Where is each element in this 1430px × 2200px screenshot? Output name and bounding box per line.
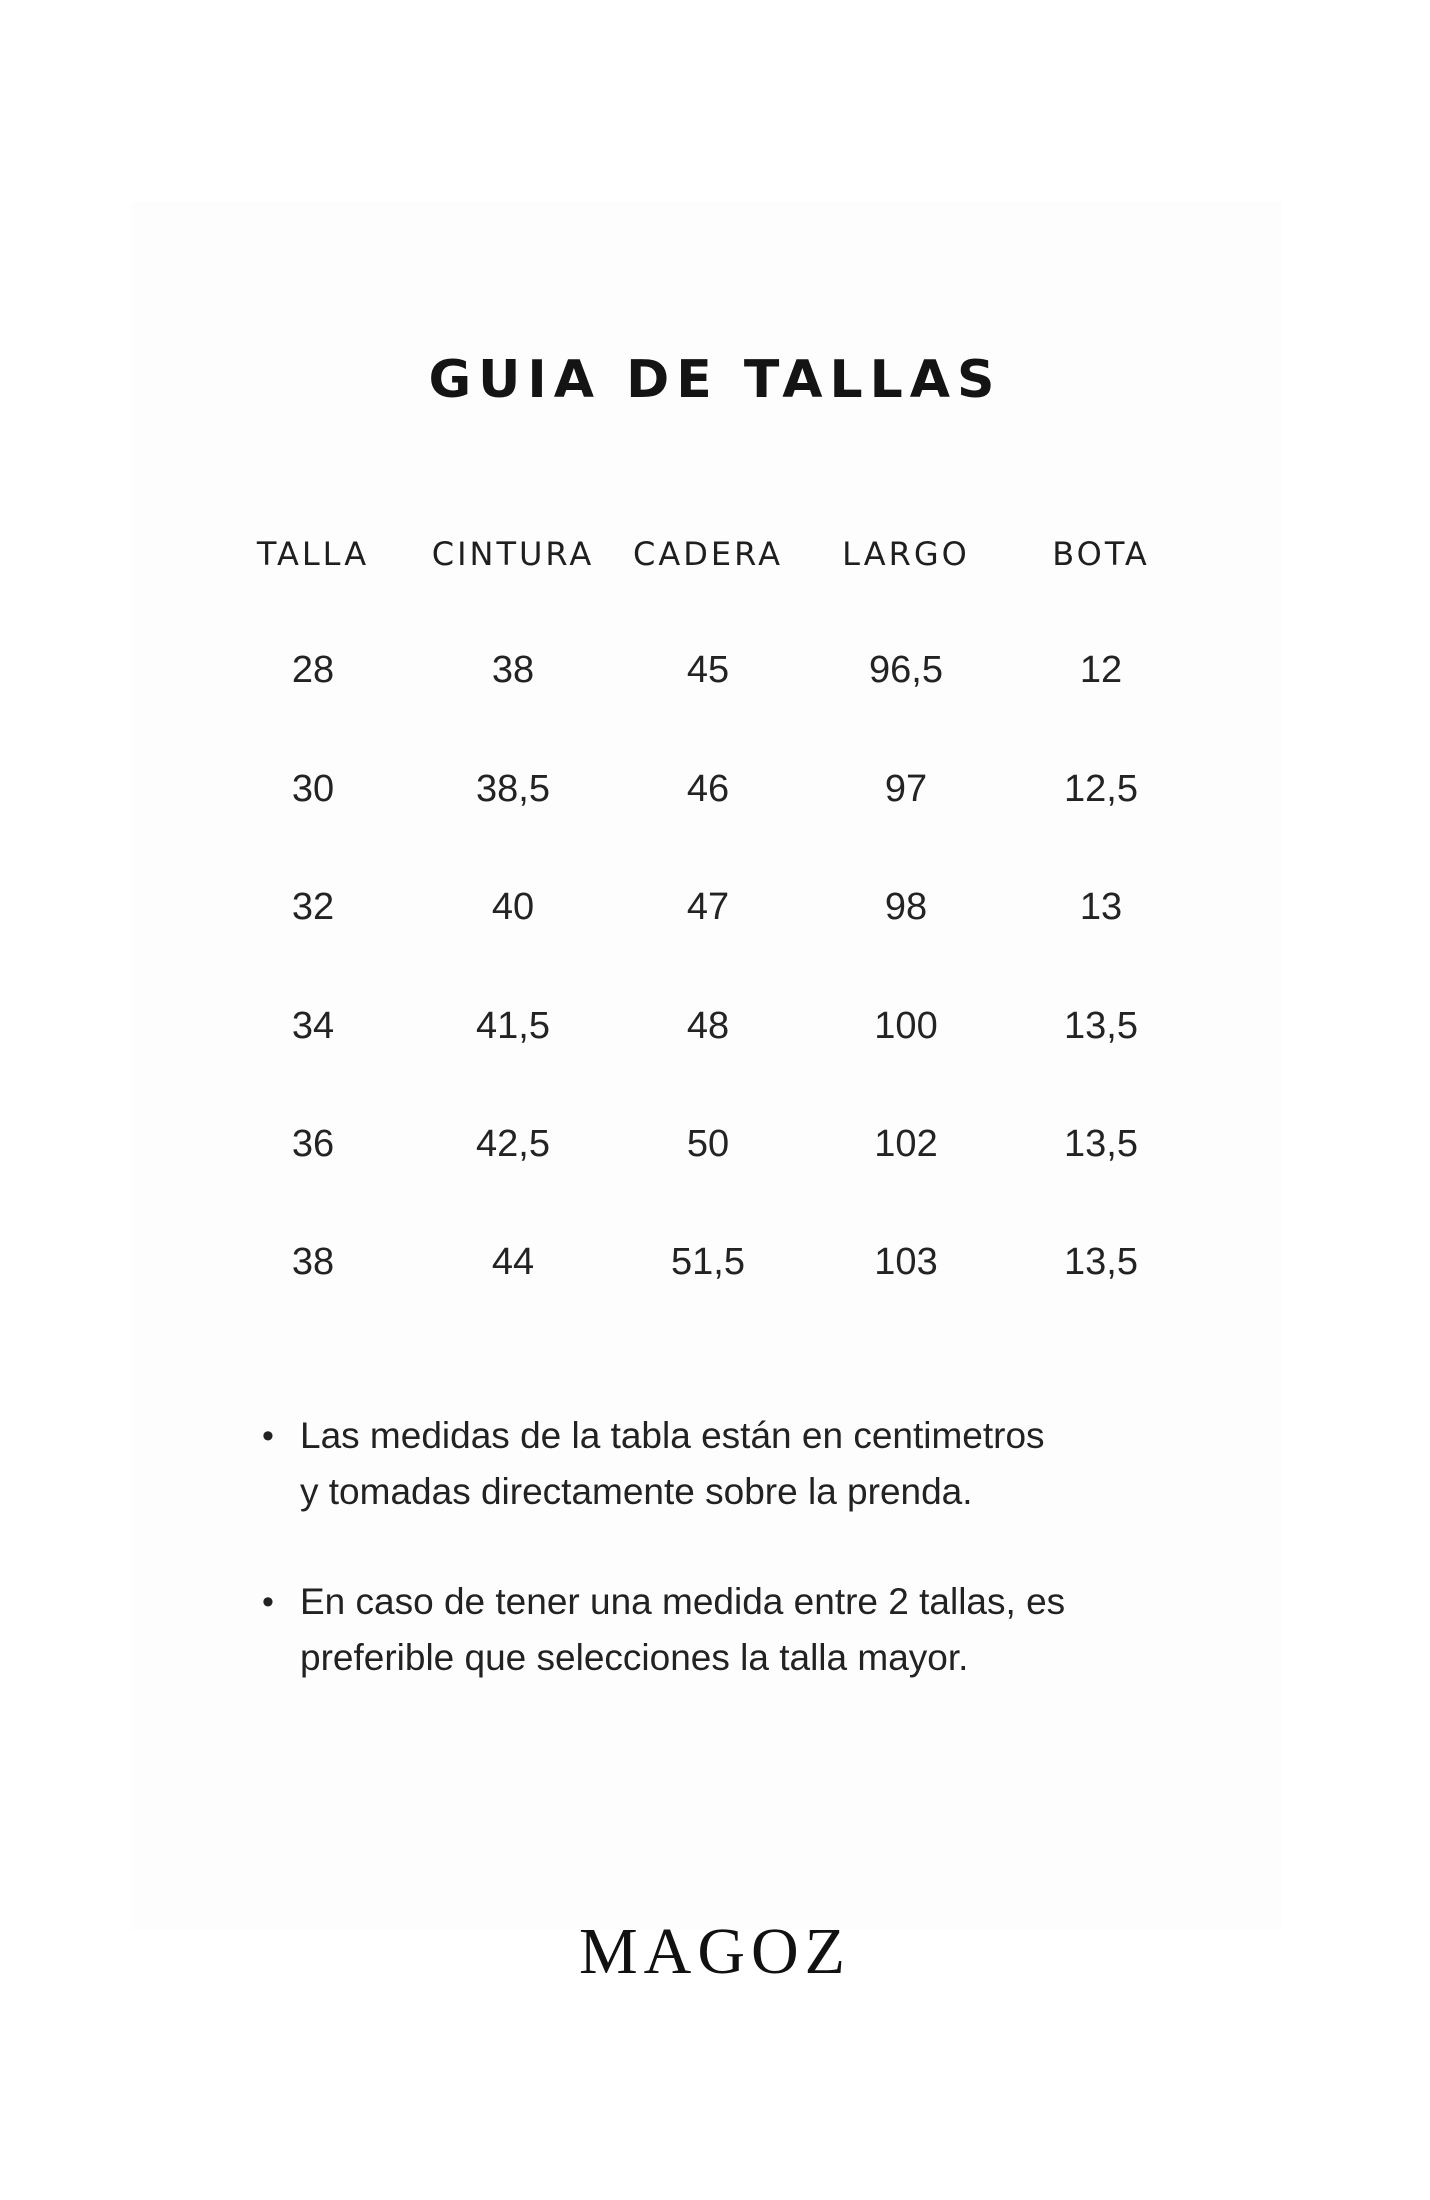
- note-line: preferible que selecciones la talla mayor.: [300, 1637, 969, 1678]
- table-cell: 97: [884, 768, 928, 810]
- note-item-measurements: [262, 1408, 1260, 1520]
- table-cell: 44: [491, 1241, 535, 1283]
- bullet-icon: •: [262, 1583, 274, 1621]
- note-item-size-advice: [262, 1574, 1260, 1686]
- table-cell: 42,5: [476, 1123, 550, 1165]
- table-cell: 51,5: [671, 1241, 745, 1283]
- table-cell: 36: [291, 1123, 335, 1165]
- table-cell: 12: [1079, 649, 1123, 691]
- table-cell: 48: [686, 1005, 730, 1047]
- table-cell: 34: [291, 1005, 335, 1047]
- table-cell: 41,5: [476, 1005, 550, 1047]
- table-cell: 47: [686, 886, 730, 928]
- bullet-icon: •: [262, 1417, 274, 1455]
- table-cell: 100: [874, 1005, 938, 1047]
- column-header-cadera: CADERA: [633, 535, 783, 573]
- table-cell: 13,5: [1064, 1241, 1138, 1283]
- column-header-talla: TALLA: [256, 535, 370, 573]
- brand-logo: MAGOZ: [579, 1915, 851, 1988]
- note-line: Las medidas de la tabla están en centimetros: [300, 1415, 1045, 1456]
- table-cell: 38,5: [476, 768, 550, 810]
- note-line: y tomadas directamente sobre la prenda.: [300, 1471, 973, 1512]
- note-line: En caso de tener una medida entre 2 tallas, es: [300, 1581, 1066, 1622]
- page-title: GUIA DE TALLAS: [428, 350, 1002, 410]
- table-cell: 32: [291, 886, 335, 928]
- column-header-bota: BOTA: [1052, 535, 1150, 573]
- table-cell: 38: [291, 1241, 335, 1283]
- table-cell: 46: [686, 768, 730, 810]
- table-cell: 50: [686, 1123, 730, 1165]
- table-cell: 40: [491, 886, 535, 928]
- table-cell: 38: [491, 649, 535, 691]
- table-cell: 13: [1079, 886, 1123, 928]
- table-cell: 13,5: [1064, 1005, 1138, 1047]
- column-header-largo: LARGO: [842, 535, 970, 573]
- table-cell: 30: [291, 768, 335, 810]
- notes-list: [262, 1408, 1260, 1740]
- table-cell: 12,5: [1064, 768, 1138, 810]
- table-cell: 98: [884, 886, 928, 928]
- table-cell: 102: [874, 1123, 938, 1165]
- column-header-cintura: CINTURA: [431, 535, 595, 573]
- table-cell: 45: [686, 649, 730, 691]
- table-cell: 96,5: [869, 649, 943, 691]
- table-cell: 13,5: [1064, 1123, 1138, 1165]
- table-cell: 103: [874, 1241, 938, 1283]
- table-cell: 28: [291, 649, 335, 691]
